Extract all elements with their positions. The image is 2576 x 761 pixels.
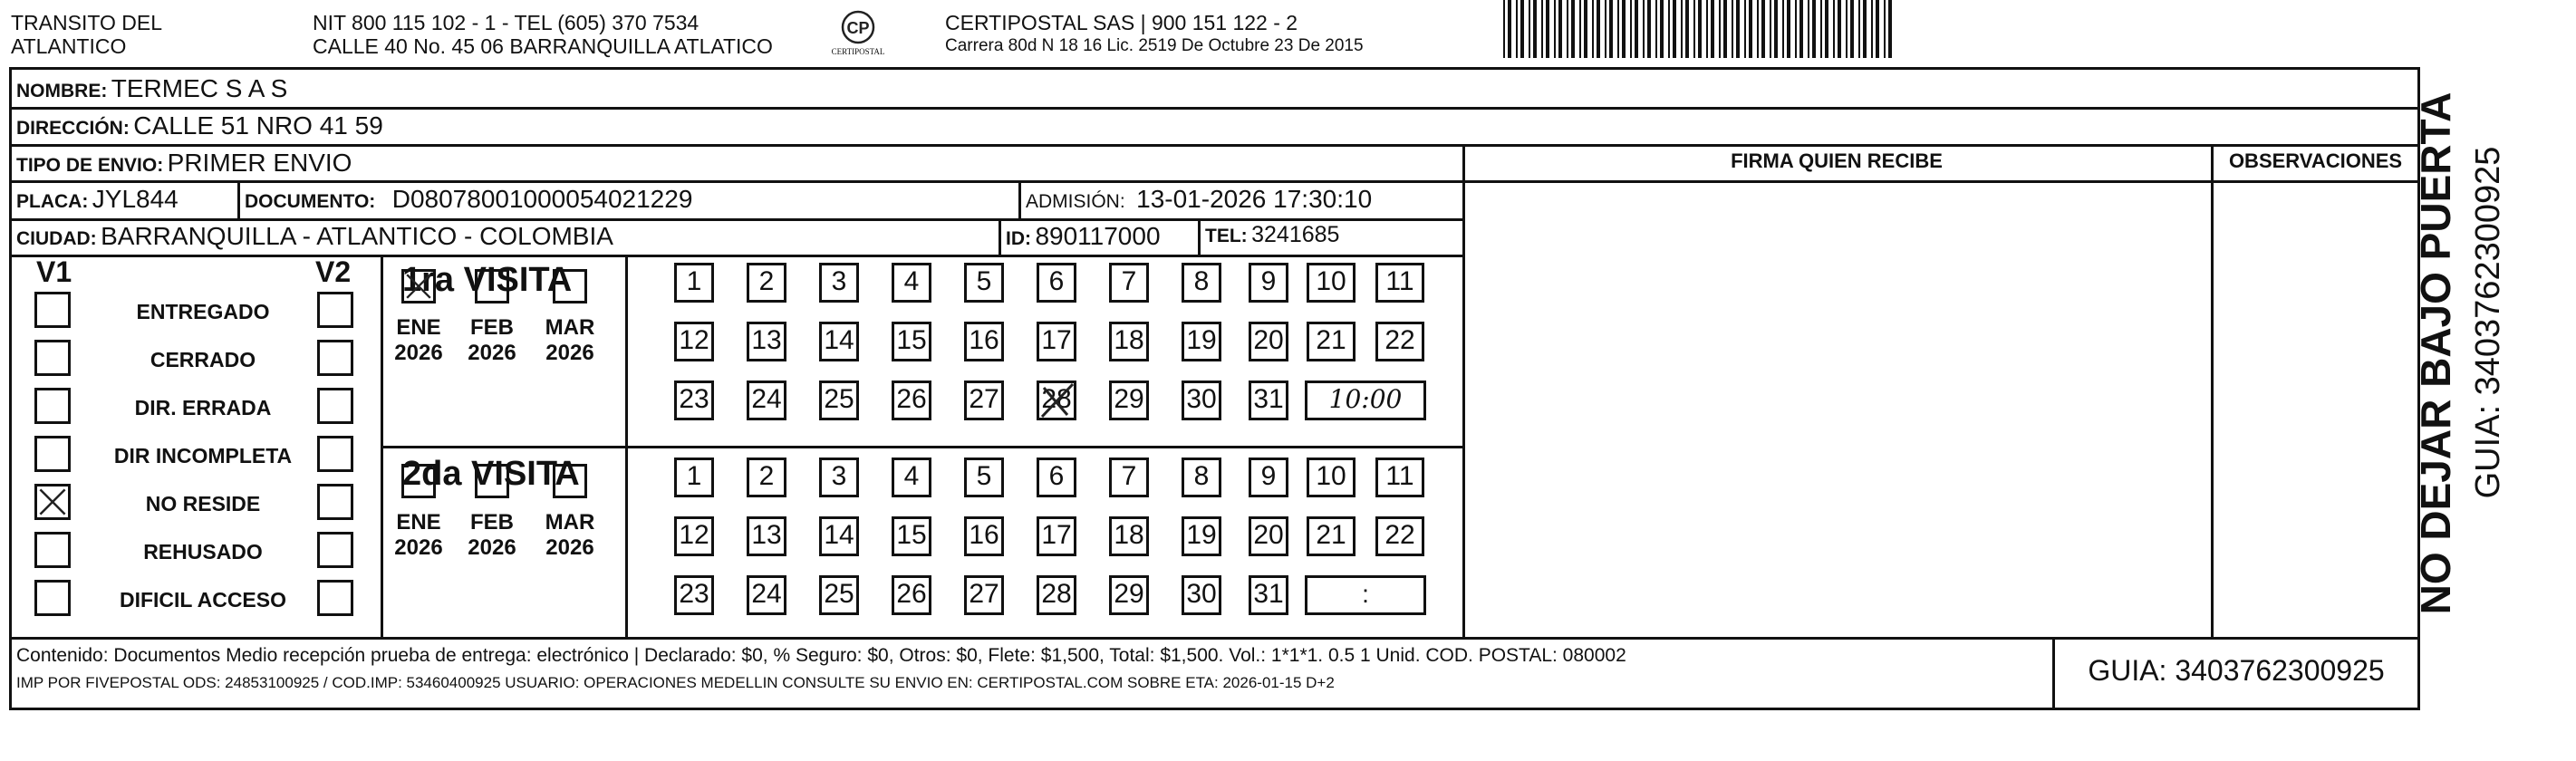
tel-label: TEL: [1205, 226, 1248, 246]
first-visit-day-box[interactable]: 23 [674, 380, 714, 420]
barcode-bar [1673, 0, 1676, 58]
second-visit-day-box[interactable]: 19 [1182, 516, 1221, 556]
placa-label: PLACA: [16, 191, 89, 212]
second-visit-day-box[interactable]: 28 [1037, 575, 1076, 615]
barcode-bar [1863, 0, 1867, 58]
first-visit-day-box[interactable]: 13 [747, 322, 786, 361]
barcode-bar [1850, 0, 1854, 58]
second-visit-day-box[interactable]: 27 [964, 575, 1004, 615]
barcode-bar [1770, 0, 1771, 58]
barcode-bar [1546, 0, 1549, 58]
first-visit-day-box[interactable]: 14 [819, 322, 859, 361]
barcode-bar [1668, 0, 1670, 58]
barcode-bar [1643, 0, 1645, 58]
firma-header: FIRMA QUIEN RECIBE [1731, 149, 1943, 172]
first-visit-month-checkbox[interactable] [553, 269, 587, 303]
second-visit-day-box[interactable]: 18 [1109, 516, 1149, 556]
status-v2-checkbox[interactable] [317, 484, 353, 520]
status-v1-checkbox[interactable] [34, 532, 71, 568]
status-v2-checkbox[interactable] [317, 436, 353, 472]
second-visit-day-box[interactable]: 17 [1037, 516, 1076, 556]
status-label: DIFICIL ACCESO [119, 588, 286, 612]
second-visit-day-box[interactable]: 16 [964, 516, 1004, 556]
footer-imp: IMP POR FIVEPOSTAL ODS: 24853100925 / COD.IMP: 53460400925 USUARIO: OPERACIONES MEDELLIN CONSULTE SU ENVIO EN: CERTIPOSTAL.COM SOBRE ETA: 2026-01-15 D+2 [16, 674, 1335, 691]
first-visit-day-box[interactable]: 19 [1182, 322, 1221, 361]
first-visit-day-box[interactable]: 7 [1109, 263, 1149, 303]
id-value: 890117000 [1035, 222, 1161, 250]
barcode-bar [1711, 0, 1714, 58]
second-visit-day-box[interactable]: 8 [1182, 458, 1221, 497]
first-visit-day-box[interactable]: 31 [1249, 380, 1288, 420]
barcode-bar [1567, 0, 1568, 58]
second-visit-month-year: 2026 [468, 535, 516, 560]
barcode-bar [1508, 0, 1511, 58]
certipostal-logo [826, 7, 890, 62]
barcode-bar [1554, 0, 1556, 58]
first-visit-day-box[interactable]: 4 [892, 263, 931, 303]
barcode-bar [1876, 0, 1879, 58]
second-visit-day-box[interactable]: 4 [892, 458, 931, 497]
barcode-bar [1609, 0, 1613, 58]
first-visit-day-box[interactable]: 12 [674, 322, 714, 361]
first-visit-day-box[interactable]: 6 [1037, 263, 1076, 303]
second-visit-title: 2da VISITA [402, 455, 580, 493]
second-visit-month-checkbox[interactable] [475, 464, 509, 498]
barcode-bar [1693, 0, 1695, 58]
logo-text: CERTIPOSTAL [831, 47, 885, 56]
nit-line: NIT 800 115 102 - 1 - TEL (605) 370 7534 [313, 11, 699, 34]
second-visit-day-box[interactable]: 3 [819, 458, 859, 497]
ciudad-label: CIUDAD: [16, 228, 97, 249]
barcode-bar [1706, 0, 1708, 58]
nombre-value: TERMEC S A S [111, 74, 288, 102]
first-visit-time-field[interactable]: 10:00 [1305, 380, 1426, 420]
second-visit-day-box[interactable]: 30 [1182, 575, 1221, 615]
v2-label: V2 [315, 255, 352, 288]
second-visit-day-box[interactable]: 9 [1249, 458, 1288, 497]
tipo-envio-value: PRIMER ENVIO [167, 149, 352, 177]
barcode-bar [1584, 0, 1587, 58]
second-visit-day-box[interactable]: 2 [747, 458, 786, 497]
barcode-bar [1825, 0, 1828, 58]
first-visit-day-box[interactable]: 29 [1109, 380, 1149, 420]
second-visit-day-box[interactable]: 10 [1307, 458, 1356, 497]
second-visit-month-label: MAR [545, 510, 595, 535]
barcode-bar [1617, 0, 1619, 58]
barcode-bar [1833, 0, 1835, 58]
second-visit-day-box[interactable]: 23 [674, 575, 714, 615]
first-visit-day-box[interactable]: 18 [1109, 322, 1149, 361]
first-visit-month-year: 2026 [545, 341, 594, 365]
status-label: NO RESIDE [145, 492, 261, 515]
tipo-envio-row [16, 149, 352, 178]
barcode-bar [1630, 0, 1632, 58]
barcode-bar [1571, 0, 1575, 58]
second-visit-day-box[interactable]: 7 [1109, 458, 1149, 497]
first-visit-title: 1ra VISITA [402, 261, 573, 299]
admision-row [1026, 185, 1372, 214]
status-v2-checkbox[interactable] [317, 532, 353, 568]
second-visit-day-box[interactable]: 31 [1249, 575, 1288, 615]
second-visit-day-box[interactable]: 25 [819, 575, 859, 615]
second-visit-day-box[interactable]: 26 [892, 575, 931, 615]
first-visit-day-box[interactable]: 10 [1307, 263, 1356, 303]
direccion-label: DIRECCIÓN: [16, 118, 130, 139]
status-label: REHUSADO [143, 540, 263, 564]
second-visit-month-checkbox[interactable] [401, 464, 436, 498]
issuer-line-1: TRANSITO DEL [11, 11, 162, 34]
second-visit-day-box[interactable]: 22 [1375, 516, 1424, 556]
barcode-bar [1761, 0, 1765, 58]
first-visit-day-box[interactable]: 11 [1375, 263, 1424, 303]
direccion-value: CALLE 51 NRO 41 59 [133, 111, 383, 140]
status-label: DIR INCOMPLETA [113, 444, 293, 467]
barcode-bar [1808, 0, 1809, 58]
placa-value: JYL844 [92, 185, 178, 213]
issuer-address: CALLE 40 No. 45 06 BARRANQUILLA ATLATICO [313, 34, 773, 58]
second-visit-day-box[interactable]: 24 [747, 575, 786, 615]
v1-label: V1 [36, 255, 72, 288]
barcode-bar [1774, 0, 1778, 58]
footer-contenido: Contenido: Documentos Medio recepción prueba de entrega: electrónico | Declarado: $0, % Seguro: $0, Otros: $0, Flete: $1,500, Total: $1,500. Vol.: 1*1*1. 0.5 1 Unid. COD. POSTAL: 080002 [16, 645, 1626, 666]
barcode-bar [1888, 0, 1892, 58]
second-visit-day-box[interactable]: 6 [1037, 458, 1076, 497]
barcode-bar [1782, 0, 1784, 58]
barcode-bar [1558, 0, 1562, 58]
first-visit-day-box[interactable]: 27 [964, 380, 1004, 420]
barcode-bar [1516, 0, 1518, 58]
barcode-bar [1685, 0, 1689, 58]
barcode-bar [1529, 0, 1530, 58]
second-visit-day-box[interactable]: 14 [819, 516, 859, 556]
status-v1-checkbox[interactable] [34, 292, 71, 328]
first-visit-day-box[interactable]: 25 [819, 380, 859, 420]
side-guia: GUIA: 3403762300925 [2469, 146, 2507, 499]
barcode-bar [1698, 0, 1702, 58]
first-visit-day-box[interactable]: 16 [964, 322, 1004, 361]
second-visit-time-field[interactable]: : [1305, 575, 1426, 615]
barcode-bar [1533, 0, 1537, 58]
footer-guia: GUIA: 3403762300925 [2088, 654, 2385, 687]
first-visit-day-box[interactable]: 15 [892, 322, 931, 361]
first-visit-day-box[interactable]: 30 [1182, 380, 1221, 420]
barcode-bar [1757, 0, 1759, 58]
admision-value: 13-01-2026 17:30:10 [1136, 185, 1373, 213]
barcode-bar [1605, 0, 1606, 58]
barcode-bar [1820, 0, 1822, 58]
tipo-envio-label: TIPO DE ENVIO: [16, 155, 164, 176]
second-visit-day-box[interactable]: 5 [964, 458, 1004, 497]
second-visit-month-label: FEB [470, 510, 514, 535]
status-label: CERRADO [150, 348, 256, 371]
status-v2-checkbox[interactable] [317, 388, 353, 424]
barcode-bar [1541, 0, 1543, 58]
barcode-bar [1622, 0, 1626, 58]
status-v1-checkbox[interactable] [34, 484, 71, 520]
barcode-bar [1884, 0, 1886, 58]
barcode-bar [1503, 0, 1505, 58]
first-visit-day-box[interactable]: 9 [1249, 263, 1288, 303]
admision-label: ADMISIÓN: [1026, 191, 1125, 212]
barcode-bar [1858, 0, 1860, 58]
second-visit-day-box[interactable]: 29 [1109, 575, 1149, 615]
second-visit-day-box[interactable]: 13 [747, 516, 786, 556]
status-v1-checkbox[interactable] [34, 388, 71, 424]
first-visit-day-box[interactable]: 20 [1249, 322, 1288, 361]
first-visit-month-checkbox[interactable] [475, 269, 509, 303]
barcode-bar [1799, 0, 1803, 58]
first-visit-day-box[interactable]: 24 [747, 380, 786, 420]
documento-value: D08078001000054021229 [391, 185, 693, 213]
status-v2-checkbox[interactable] [317, 292, 353, 328]
barcode-bar [1635, 0, 1638, 58]
second-visit-month-year: 2026 [394, 535, 443, 560]
barcode-bar [1579, 0, 1581, 58]
ciudad-value: BARRANQUILLA - ATLANTICO - COLOMBIA [101, 222, 613, 250]
barcode-bar [1655, 0, 1657, 58]
nombre-label: NOMBRE: [16, 81, 108, 101]
status-v2-checkbox[interactable] [317, 580, 353, 616]
second-visit-day-box[interactable]: 11 [1375, 458, 1424, 497]
barcode-bar [1744, 0, 1746, 58]
first-visit-day-box[interactable]: 8 [1182, 263, 1221, 303]
barcode-bar [1681, 0, 1683, 58]
barcode [1500, 0, 1898, 60]
tel-row [1205, 222, 1339, 248]
direccion-row [16, 111, 383, 140]
no-dejar-warning: NO DEJAR BAJO PUERTA [2412, 92, 2459, 615]
barcode-bar [1838, 0, 1841, 58]
barcode-bar [1520, 0, 1524, 58]
barcode-bar [1787, 0, 1790, 58]
barcode-bar [1871, 0, 1873, 58]
second-visit-day-box[interactable]: 12 [674, 516, 714, 556]
barcode-bar [1723, 0, 1727, 58]
status-label: ENTREGADO [136, 300, 270, 323]
first-visit-month-label: FEB [470, 315, 514, 340]
first-visit-month-year: 2026 [394, 341, 443, 365]
second-visit-month-label: ENE [396, 510, 441, 535]
barcode-bar [1749, 0, 1752, 58]
first-visit-day-box[interactable]: 28 [1037, 380, 1076, 420]
first-visit-day-box[interactable]: 22 [1375, 322, 1424, 361]
status-v1-checkbox[interactable] [34, 580, 71, 616]
second-visit-day-box[interactable]: 1 [674, 458, 714, 497]
barcode-bar [1846, 0, 1848, 58]
nombre-row [16, 74, 287, 103]
second-visit-day-box[interactable]: 15 [892, 516, 931, 556]
documento-label: DOCUMENTO: [245, 191, 376, 212]
first-visit-day-box[interactable]: 2 [747, 263, 786, 303]
first-visit-day-box[interactable]: 21 [1307, 322, 1356, 361]
first-visit-day-box[interactable]: 17 [1037, 322, 1076, 361]
barcode-bar [1812, 0, 1816, 58]
second-visit-day-box[interactable]: 20 [1249, 516, 1288, 556]
status-v2-checkbox[interactable] [317, 340, 353, 376]
tel-value: 3241685 [1251, 222, 1340, 247]
issuer-line-2: ATLANTICO [11, 34, 127, 58]
second-visit-month-year: 2026 [545, 535, 594, 560]
observaciones-header: OBSERVACIONES [2228, 149, 2403, 172]
documento-row [245, 185, 692, 214]
barcode-bar [1592, 0, 1594, 58]
svg-text:CP: CP [846, 19, 870, 37]
second-visit-day-box[interactable]: 21 [1307, 516, 1356, 556]
first-visit-day-box[interactable]: 3 [819, 263, 859, 303]
barcode-bar [1719, 0, 1721, 58]
first-visit-month-label: ENE [396, 315, 441, 340]
barcode-bar [1732, 0, 1733, 58]
first-visit-month-year: 2026 [468, 341, 516, 365]
license-line: Carrera 80d N 18 16 Lic. 2519 De Octubre 23 De 2015 [945, 36, 1364, 55]
barcode-bar [1647, 0, 1651, 58]
barcode-bar [1795, 0, 1797, 58]
carrier-line: CERTIPOSTAL SAS | 900 151 122 - 2 [945, 11, 1298, 34]
first-visit-day-box[interactable]: 5 [964, 263, 1004, 303]
barcode-bar [1660, 0, 1664, 58]
placa-row [16, 185, 178, 214]
barcode-bar [1597, 0, 1600, 58]
first-visit-day-box[interactable]: 26 [892, 380, 931, 420]
first-visit-day-box[interactable]: 1 [674, 263, 714, 303]
first-visit-month-checkbox[interactable] [401, 269, 436, 303]
status-label: DIR. ERRADA [134, 396, 272, 419]
status-v1-checkbox[interactable] [34, 436, 71, 472]
ciudad-row [16, 222, 613, 251]
id-row [1006, 222, 1161, 251]
barcode-bar [1736, 0, 1740, 58]
id-label: ID: [1006, 228, 1031, 249]
status-v1-checkbox[interactable] [34, 340, 71, 376]
second-visit-month-checkbox[interactable] [553, 464, 587, 498]
first-visit-month-label: MAR [545, 315, 595, 340]
